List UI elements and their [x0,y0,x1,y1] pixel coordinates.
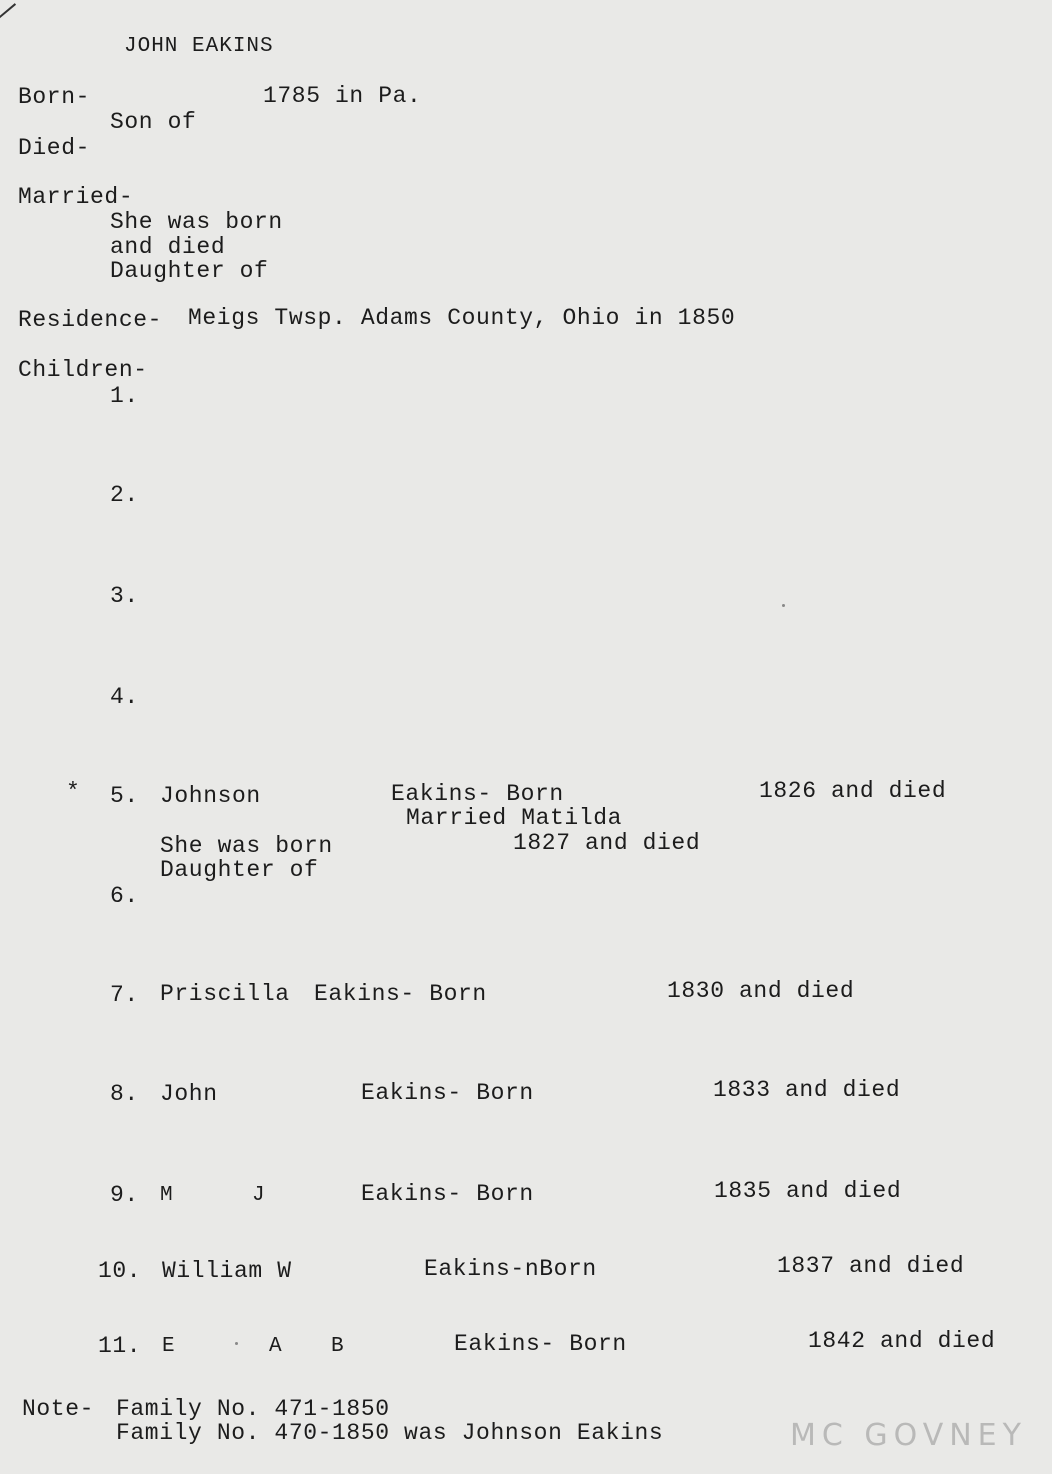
child-7-number: 7. [110,982,139,1008]
child-7-date: 1830 and died [667,978,855,1004]
born-value: 1785 in Pa. [263,83,422,109]
child-11-date: 1842 and died [808,1328,996,1354]
spouse-died-label: and died [110,234,226,260]
child-7-surname: Eakins- Born [314,981,487,1007]
child-11-first-initial: E [162,1335,176,1358]
child-9-date: 1835 and died [714,1178,902,1204]
child-3-number: 3. [110,583,139,609]
child-2-number: 2. [110,482,139,508]
child-1-number: 1. [110,383,139,409]
page-title: JOHN EAKINS [124,35,274,58]
child-8-surname: Eakins- Born [361,1080,534,1106]
son-of-label: Son of [110,109,197,135]
child-6-number: 6. [110,883,139,909]
child-5-marker: * [66,779,81,805]
residence-label: Residence- [18,307,163,333]
child-9-number: 9. [110,1182,139,1208]
child-9-surname: Eakins- Born [361,1181,534,1207]
child-8-number: 8. [110,1081,139,1107]
paper-speck [235,1342,238,1345]
child-11-number: 11. [98,1333,142,1359]
child-10-surname: Eakins-nBorn [424,1256,597,1282]
died-label: Died- [18,135,91,161]
child-7-first-name: Priscilla [160,981,290,1007]
spouse-born-label: She was born [110,209,283,235]
child-10-number: 10. [98,1258,142,1284]
child-5-spouse-daughter: Daughter of [160,857,319,883]
children-label: Children- [18,357,148,383]
child-5-spouse-date: 1827 and died [513,830,701,856]
born-label: Born- [18,84,91,110]
paper-speck [782,604,785,607]
note-line-2: Family No. 470-1850 was Johnson Eakins [116,1420,664,1446]
child-5-first-name: Johnson [160,783,261,809]
residence-value: Meigs Twsp. Adams County, Ohio in 1850 [188,305,736,331]
child-5-number: 5. [110,783,139,809]
child-5-married: Married Matilda [406,805,623,831]
note-label: Note- [22,1396,95,1422]
child-8-first-name: John [160,1081,218,1107]
child-11-middle-initial: A [269,1335,283,1358]
child-11-third-initial: B [331,1335,345,1358]
child-5-spouse-born: She was born [160,833,333,859]
child-4-number: 4. [110,684,139,710]
married-label: Married- [18,184,134,210]
child-8-date: 1833 and died [713,1077,901,1103]
child-9-middle-initial: J [252,1184,266,1207]
child-5-date: 1826 and died [759,778,947,804]
faded-stamp: MC GOVNEY [790,1418,1027,1453]
child-11-surname: Eakins- Born [454,1331,627,1357]
child-9-first-initial: M [160,1184,174,1207]
note-line-1: Family No. 471-1850 [116,1396,390,1422]
child-10-first-name: William W [162,1258,292,1284]
child-5-surname: Eakins- Born [391,781,564,807]
corner-mark [0,3,16,19]
child-10-date: 1837 and died [777,1253,965,1279]
spouse-daughter-label: Daughter of [110,258,269,284]
